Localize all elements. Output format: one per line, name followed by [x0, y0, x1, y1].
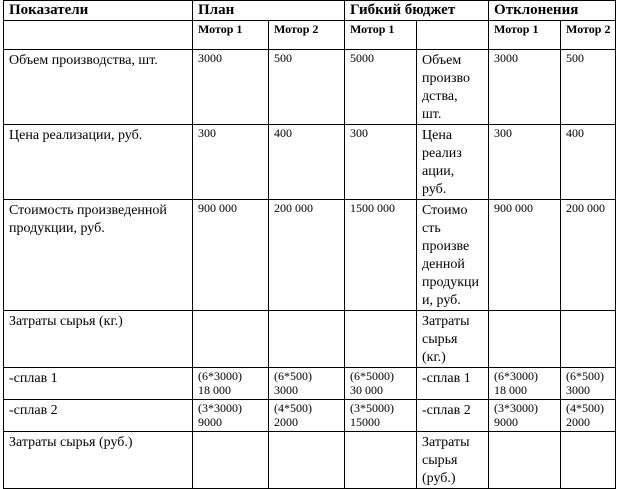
sub-header-dev-motor-1: Мотор 1 — [489, 21, 561, 50]
cell-flex-label-line: произво — [422, 71, 471, 86]
sub-header-flex-empty — [417, 21, 489, 50]
cell-dev-m2 — [561, 368, 616, 400]
row-raw-material-rub — [4, 432, 616, 489]
cell-plan-m2-line: (4*500) — [274, 401, 312, 415]
row-label: -сплав 1 — [4, 368, 193, 400]
cell-flex-label-line: и, руб. — [422, 293, 461, 308]
cell-plan-m2-line: 2000 — [274, 415, 298, 429]
cell-flex-label-line: сырья — [422, 453, 458, 468]
cell-plan-m2: 200 000 — [269, 200, 345, 311]
cell-flex-label-line: Объем — [422, 53, 462, 68]
cell-flex-label-line: произве — [422, 239, 470, 254]
budget-table — [3, 0, 616, 489]
group-header-row — [4, 1, 616, 21]
cell-plan-m1-line: (3*3000) — [198, 401, 242, 415]
cell-plan-m2 — [269, 400, 345, 432]
cell-flex-m1 — [345, 432, 417, 489]
cell-dev-m2 — [561, 400, 616, 432]
cell-plan-m2-line: 3000 — [274, 383, 298, 397]
row-label: -сплав 2 — [4, 400, 193, 432]
cell-dev-m2-line: (4*500) — [566, 401, 605, 415]
cell-plan-m1-line: (6*3000) — [198, 369, 242, 383]
cell-flex-label-line: (кг.) — [422, 350, 446, 365]
header-deviations: Отклонения — [489, 1, 616, 21]
row-label: Затраты сырья (руб.) — [4, 432, 193, 489]
cell-dev-m1 — [489, 311, 561, 368]
cell-dev-m2: 400 — [561, 125, 616, 200]
cell-dev-m2-line: (6*500) — [566, 369, 605, 383]
cell-flex-m1: 5000 — [345, 50, 417, 125]
cell-flex-m1-line: (3*5000) — [350, 401, 395, 415]
sub-header-dev-motor-2: Мотор 2 — [561, 21, 616, 50]
sub-header-row — [4, 21, 616, 50]
cell-flex-label-line: сть — [422, 221, 441, 236]
cell-dev-m1 — [489, 400, 561, 432]
cell-dev-m1: 300 — [489, 125, 561, 200]
cell-flex-label — [417, 400, 489, 432]
cell-flex-label-line: дства, — [422, 89, 458, 104]
cell-dev-m2-line: 3000 — [566, 383, 591, 397]
cell-plan-m1 — [193, 368, 269, 400]
row-raw-material-kg — [4, 311, 616, 368]
cell-flex-label-line: шт. — [422, 107, 442, 122]
sub-header-plan-motor-1: Мотор 1 — [193, 21, 269, 50]
header-flexible-budget: Гибкий бюджет — [345, 1, 489, 21]
header-plan: План — [193, 1, 345, 21]
cell-dev-m2-line: 2000 — [566, 415, 591, 429]
row-production-volume — [4, 50, 616, 125]
cell-dev-m1 — [489, 432, 561, 489]
cell-flex-m1 — [345, 311, 417, 368]
cell-flex-label-line: Затраты — [422, 314, 470, 329]
header-indicators: Показатели — [4, 1, 193, 21]
cell-plan-m1 — [193, 400, 269, 432]
cell-flex-m1: 300 — [345, 125, 417, 200]
cell-flex-label-line: -сплав 1 — [422, 371, 471, 386]
cell-flex-label — [417, 311, 489, 368]
sub-header-empty — [4, 21, 193, 50]
cell-flex-label-line: Цена — [422, 128, 453, 143]
cell-flex-label-line: (руб.) — [422, 471, 456, 486]
cell-plan-m2 — [269, 368, 345, 400]
row-label: Цена реализации, руб. — [4, 125, 193, 200]
cell-dev-m2 — [561, 432, 616, 489]
row-production-cost — [4, 200, 616, 311]
cell-flex-m1 — [345, 368, 417, 400]
cell-flex-m1-line: 30 000 — [350, 383, 384, 397]
cell-plan-m1: 300 — [193, 125, 269, 200]
cell-flex-label-line: сырья — [422, 332, 458, 347]
cell-flex-label — [417, 432, 489, 489]
row-sale-price — [4, 125, 616, 200]
cell-flex-label-line: -сплав 2 — [422, 403, 471, 418]
cell-flex-label-line: ации, — [422, 164, 455, 179]
cell-plan-m2: 500 — [269, 50, 345, 125]
cell-flex-m1 — [345, 400, 417, 432]
cell-plan-m1: 3000 — [193, 50, 269, 125]
cell-flex-label — [417, 125, 489, 200]
cell-flex-label — [417, 200, 489, 311]
cell-dev-m1-line: (6*3000) — [494, 369, 539, 383]
cell-flex-m1-line: (6*5000) — [350, 369, 395, 383]
cell-dev-m2: 500 — [561, 50, 616, 125]
cell-flex-m1: 1500 000 — [345, 200, 417, 311]
cell-plan-m2 — [269, 432, 345, 489]
cell-dev-m2 — [561, 311, 616, 368]
cell-plan-m1-line: 9000 — [198, 415, 222, 429]
cell-flex-m1-line: 15000 — [350, 415, 381, 429]
cell-flex-label-line: денной — [422, 257, 465, 272]
cell-flex-label-line: Стоимо — [422, 203, 468, 218]
row-label: Затраты сырья (кг.) — [4, 311, 193, 368]
cell-flex-label-line: руб. — [422, 182, 447, 197]
cell-flex-label-line: реализ — [422, 146, 462, 161]
cell-flex-label — [417, 50, 489, 125]
sub-header-flex-motor-1: Мотор 1 — [345, 21, 417, 50]
cell-plan-m2 — [269, 311, 345, 368]
cell-flex-label — [417, 368, 489, 400]
row-alloy-2 — [4, 400, 616, 432]
cell-dev-m1: 3000 — [489, 50, 561, 125]
cell-flex-label-line: Затраты — [422, 435, 470, 450]
cell-flex-label-line: продукци — [422, 275, 480, 290]
row-alloy-1 — [4, 368, 616, 400]
cell-plan-m1 — [193, 311, 269, 368]
row-label: Объем производства, шт. — [4, 50, 193, 125]
cell-plan-m2: 400 — [269, 125, 345, 200]
cell-dev-m1 — [489, 368, 561, 400]
cell-dev-m1-line: 18 000 — [494, 383, 528, 397]
cell-dev-m1-line: (3*3000) — [494, 401, 539, 415]
cell-dev-m1: 900 000 — [489, 200, 561, 311]
sub-header-plan-motor-2: Мотор 2 — [269, 21, 345, 50]
row-label: Стоимость произведенной продукции, руб. — [4, 200, 193, 311]
cell-plan-m1: 900 000 — [193, 200, 269, 311]
cell-plan-m1 — [193, 432, 269, 489]
cell-dev-m2: 200 000 — [561, 200, 616, 311]
cell-plan-m2-line: (6*500) — [274, 369, 312, 383]
cell-dev-m1-line: 9000 — [494, 415, 519, 429]
cell-plan-m1-line: 18 000 — [198, 383, 231, 397]
